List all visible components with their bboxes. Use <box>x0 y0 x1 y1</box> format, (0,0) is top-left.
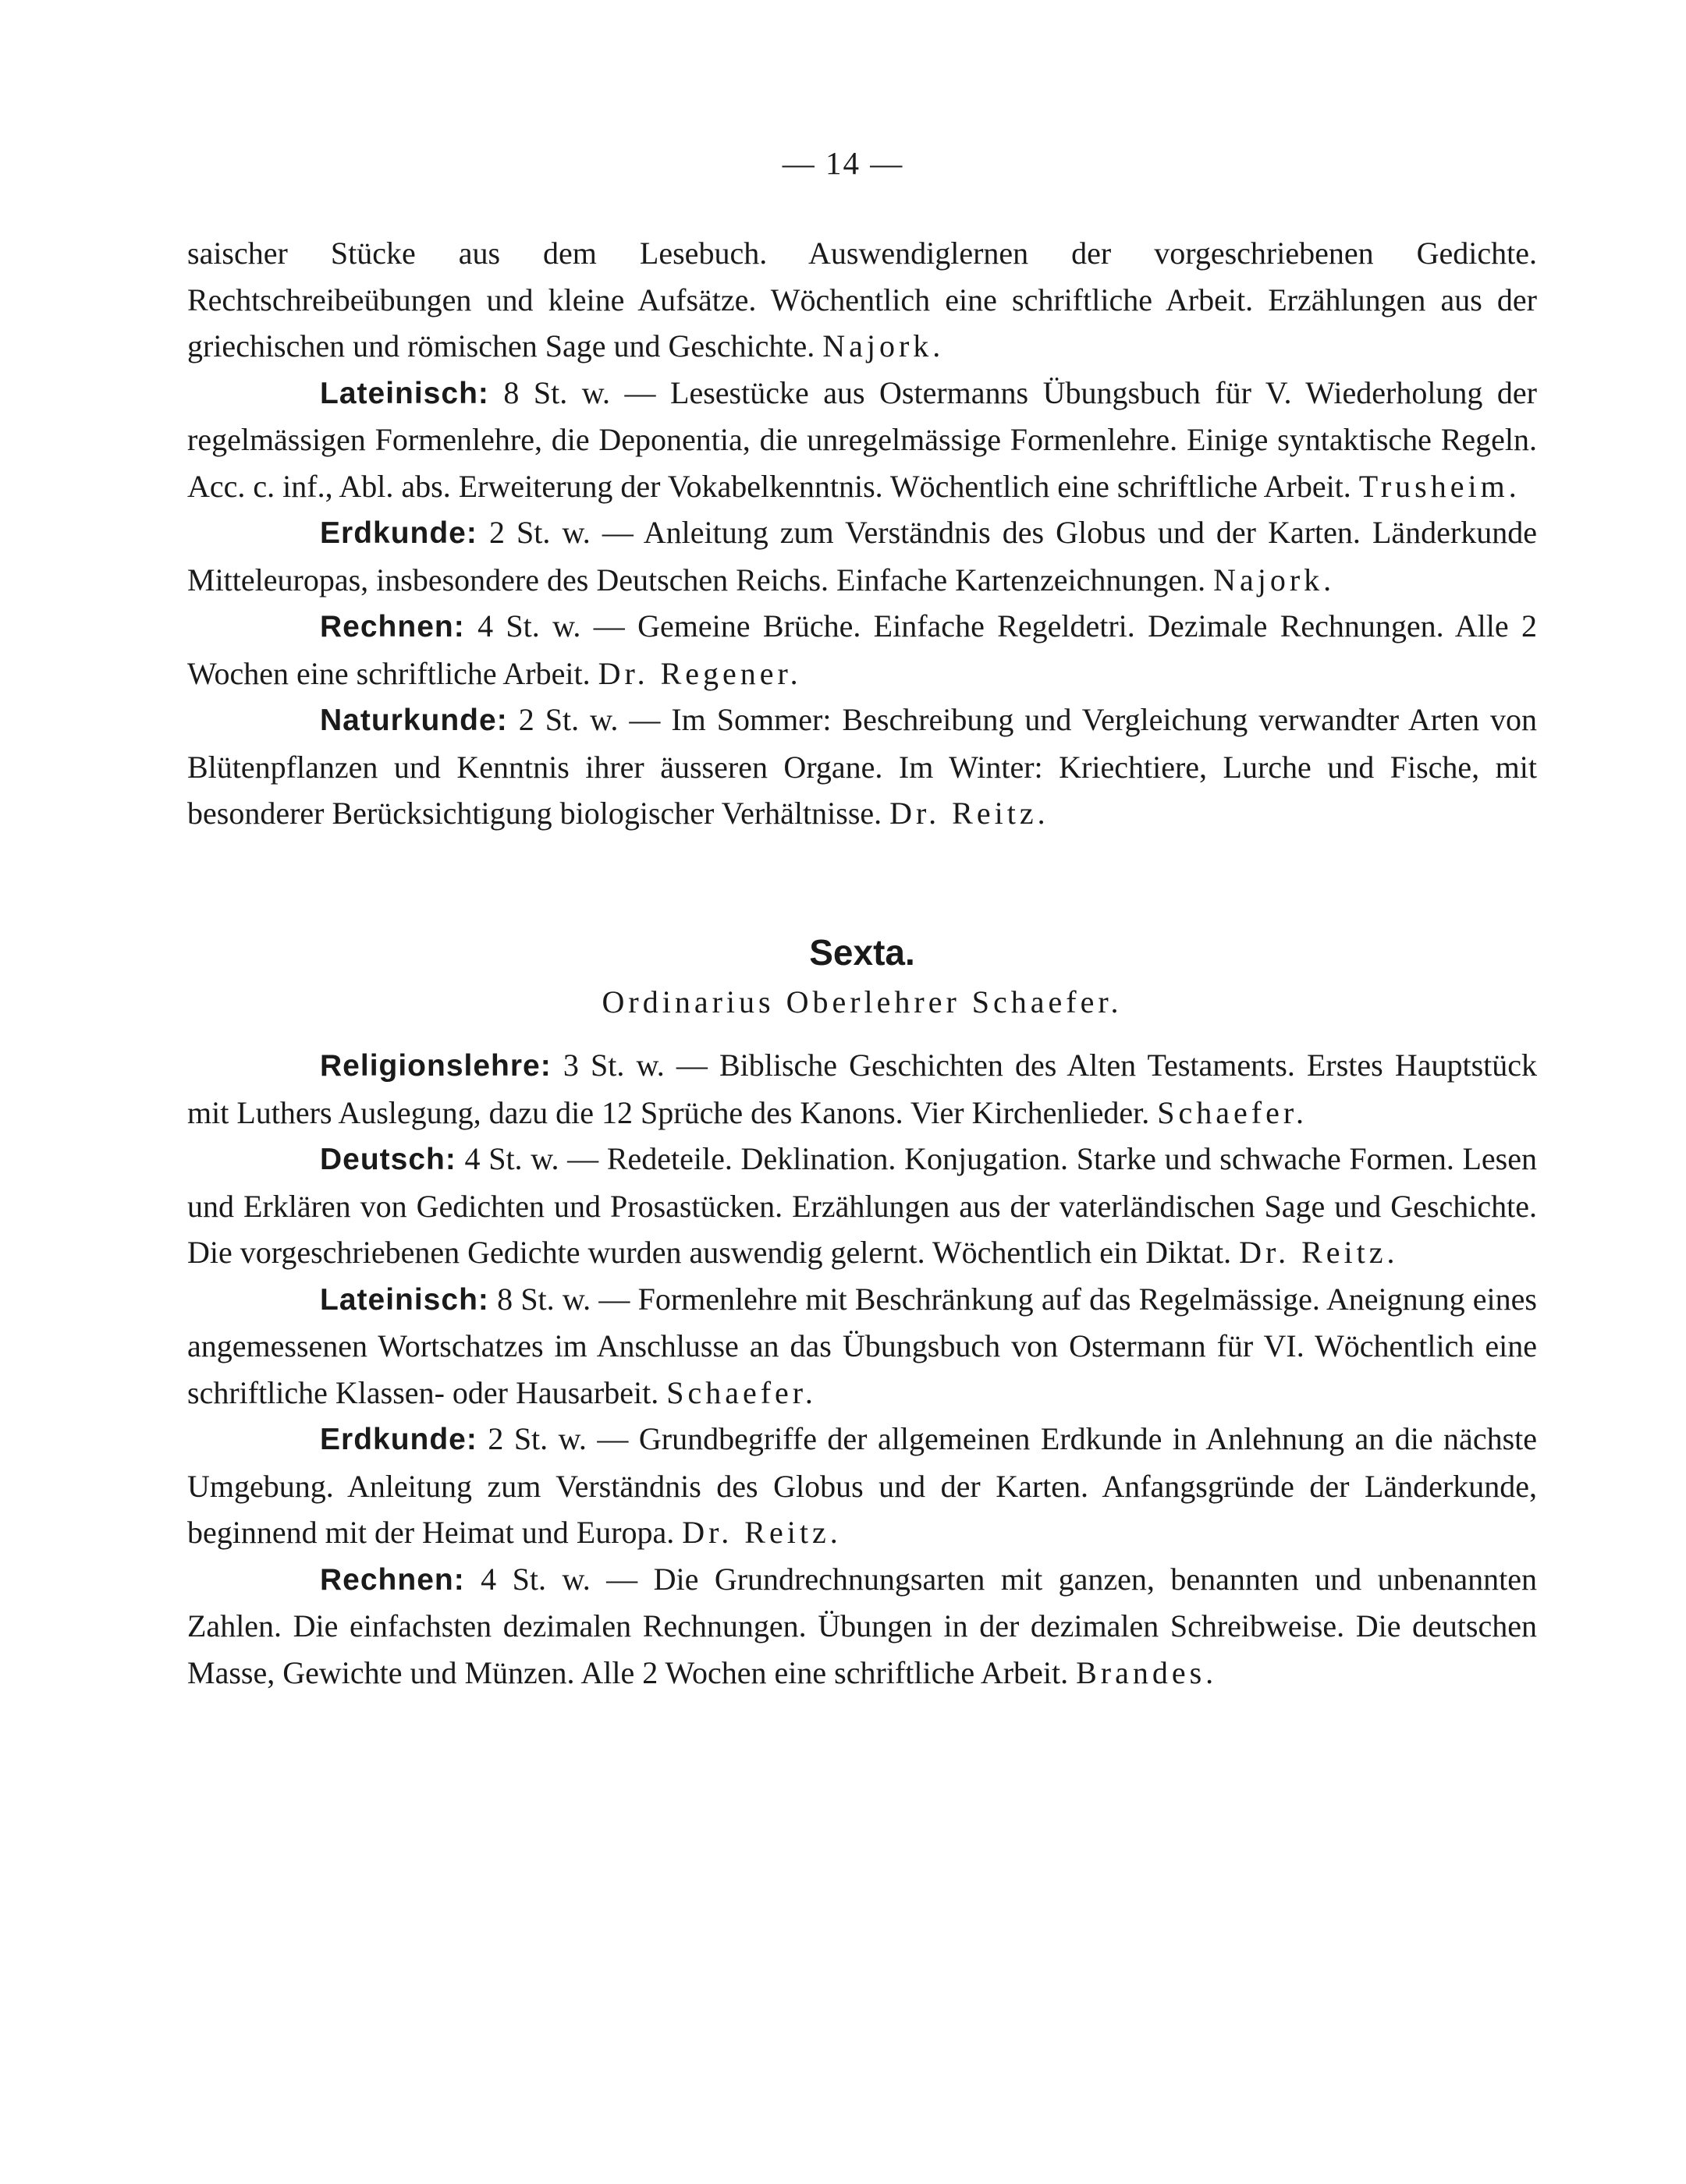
sexta-geography-paragraph <box>187 1416 1537 1556</box>
teacher-name: Najork. <box>822 328 945 363</box>
subject-heading: Rechnen: <box>320 1562 465 1597</box>
quinta-natural-science-paragraph <box>187 697 1537 837</box>
sexta-arithmetic-paragraph <box>187 1556 1537 1696</box>
subject-heading: Erdkunde: <box>320 516 477 550</box>
teacher-name: Najork. <box>1213 562 1336 597</box>
paragraph-text: 3 St. w. — Biblische Geschichten des Alten Testaments. Erstes Hauptstück mit Luthers Auslegung, dazu die 12 Sprüche des Kanons. Vier Kirchenlieder. <box>187 1048 1538 1130</box>
paragraph-text: 2 St. w. — Im Sommer: Beschreibung und Vergleichung verwandter Arten von Blütenpflanzen und Kenntnis ihrer äusseren Organe. Im Winter: Kriechtiere, Lurche und Fische, mit besonderer Berücksichtigung biologischer Verhältnisse. <box>187 702 1538 831</box>
teacher-name: Schaefer. <box>666 1374 817 1410</box>
teacher-name: Dr. Reitz. <box>682 1515 842 1550</box>
intro-paragraph <box>187 230 1537 370</box>
paragraph-text: 8 St. w. — Lesestücke aus Ostermanns Übungsbuch für V. Wiederholung der regelmässigen Formenlehre, die Deponentia, die unregelmässige Formenlehre. Einige syntaktische Regeln. Acc. c. inf., Abl. abs. Erweiterung der Vokabelkenntnis. Wöchentlich eine schriftliche Arbeit. <box>187 374 1537 504</box>
teacher-name: Trusheim. <box>1358 468 1521 504</box>
teacher-name: Brandes. <box>1076 1654 1218 1690</box>
teacher-name: Schaefer. <box>1157 1094 1308 1130</box>
teacher-name: Dr. Reitz. <box>889 796 1049 831</box>
subject-heading: Deutsch: <box>320 1143 456 1176</box>
paragraph-text: 2 St. w. — Grundbegriffe der allgemeinen Erdkunde in Anlehnung an die nächste Umgebung. Anleitung zum Verständnis des Globus und der Karten. Anfangsgründe der Länderkunde, beginnend mit der Heimat und Europa. <box>187 1421 1538 1550</box>
quinta-geography-paragraph <box>187 509 1537 603</box>
subject-heading: Lateinisch: <box>320 1282 489 1317</box>
paragraph-text: 4 St. w. — Redeteile. Deklination. Konjugation. Starke und schwache Formen. Lesen und Erklären von Gedichten und Prosastücken. Erzählungen aus der vaterländischen Sage und Geschichte. Die vorgeschriebenen Gedichte wurden auswendig gelernt. Wöchentlich ein Diktat. <box>187 1141 1538 1270</box>
section-subtitle: Ordinarius Oberlehrer Schaefer. <box>602 984 1123 1019</box>
page-number: — 14 — <box>782 145 904 181</box>
paragraph-text: 2 St. w. — Anleitung zum Verständnis des Globus und der Karten. Länderkunde Mitteleuropas, insbesondere des Deutschen Reichs. Einfache Kartenzeichnungen. <box>187 515 1538 597</box>
paragraph-text: 4 St. w. — Gemeine Brüche. Einfache Regeldetri. Dezimale Rechnungen. Alle 2 Wochen eine schriftliche Arbeit. <box>187 608 1538 691</box>
document-body <box>187 230 1537 1696</box>
subject-heading: Erdkunde: <box>320 1423 477 1456</box>
sexta-german-paragraph <box>187 1136 1537 1276</box>
quinta-arithmetic-paragraph <box>187 603 1537 697</box>
paragraph-text: 8 St. w. — Formenlehre mit Beschränkung auf das Regelmässige. Aneignung eines angemessenen Wortschatzes im Anschlusse an das Übungsbuch von Ostermann für VI. Wöchentlich eine schriftliche Klassen- oder Hausarbeit. <box>187 1281 1537 1410</box>
teacher-name: Dr. Reitz. <box>1239 1235 1399 1270</box>
sexta-religion-paragraph <box>187 1042 1537 1136</box>
paragraph-text: saischer Stücke aus dem Lesebuch. Auswendiglernen der vorgeschriebenen Gedichte. Rechtschreibeübungen und kleine Aufsätze. Wöchentlich eine schriftliche Arbeit. Erzählungen aus der griechischen und römischen Sage und Geschichte. <box>187 236 1537 363</box>
section-title: Sexta. <box>809 931 915 973</box>
subject-heading: Religionslehre: <box>320 1049 552 1083</box>
quinta-latin-paragraph <box>187 370 1537 510</box>
teacher-name: Dr. Regener. <box>598 655 802 691</box>
subject-heading: Rechnen: <box>320 610 465 644</box>
sexta-latin-paragraph <box>187 1276 1537 1416</box>
subject-heading: Naturkunde: <box>320 704 508 737</box>
subject-heading: Lateinisch: <box>320 376 489 410</box>
paragraph-text: 4 St. w. — Die Grundrechnungsarten mit ganzen, benannten und unbenannten Zahlen. Die einfachsten dezimalen Rechnungen. Übungen in der dezimalen Schreibweise. Die deutschen Masse, Gewichte und Münzen. Alle 2 Wochen eine schriftliche Arbeit. <box>187 1561 1538 1690</box>
